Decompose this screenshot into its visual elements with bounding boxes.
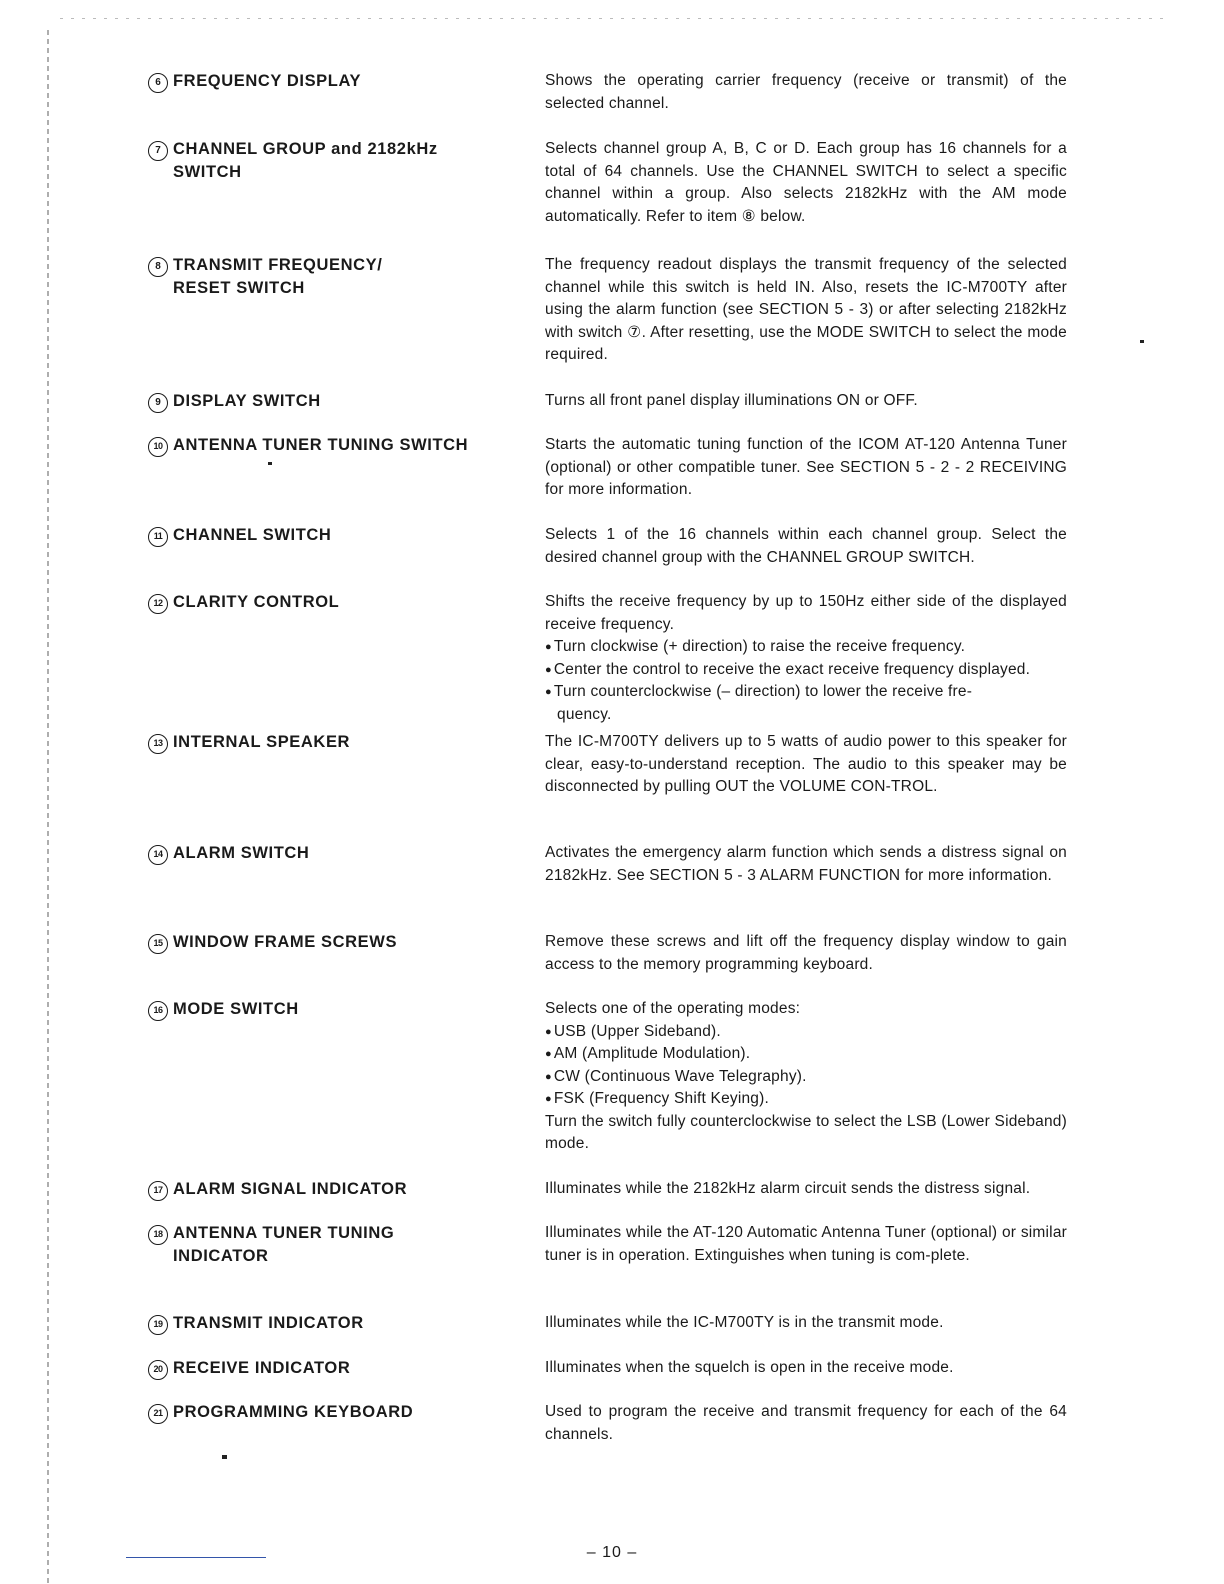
item-label-line — [148, 524, 518, 547]
description-paragraph: Selects channel group A, B, C or D. Each group has 16 channels for a total of 64 channels. Use the CHANNEL SWITCH to select a specific channel within a group. Also selects 2182kHz with the AM mode automatically. Refer to item ⑧ below. — [545, 140, 1067, 225]
item-description — [545, 524, 1067, 569]
item-description — [545, 1401, 1067, 1446]
scan-edge-top — [60, 18, 1170, 19]
item-description — [545, 998, 1067, 1156]
item-number-badge: 14 — [148, 845, 168, 865]
item-label — [148, 591, 518, 614]
description-paragraph: Selects one of the operating modes: — [545, 1000, 801, 1017]
scan-speck — [268, 462, 272, 465]
description-paragraph: Activates the emergency alarm function which sends a distress signal on 2182kHz. See SECTION 5 - 3 ALARM FUNCTION for more information. — [545, 844, 1067, 884]
item-title: PROGRAMMING KEYBOARD — [173, 1403, 414, 1421]
item-number-badge: 15 — [148, 934, 168, 954]
description-paragraph: Shifts the receive frequency by up to 150Hz either side of the displayed receive frequency. — [545, 593, 1067, 633]
item-title: DISPLAY SWITCH — [173, 392, 321, 410]
item-label — [148, 434, 518, 457]
item-label — [148, 731, 518, 754]
description-bullet: ● FSK (Frequency Shift Keying). — [545, 1088, 1067, 1111]
description-paragraph: Selects 1 of the 16 channels within each channel group. Select the desired channel group with the CHANNEL GROUP SWITCH. — [545, 526, 1067, 566]
description-paragraph: Turns all front panel display illuminations ON or OFF. — [545, 392, 918, 409]
item-label — [148, 931, 518, 954]
description-bullet-continued: quency. — [557, 705, 612, 723]
item-description — [545, 1178, 1067, 1201]
item-title: CLARITY CONTROL — [173, 593, 340, 611]
item-description — [545, 731, 1067, 799]
item-label-line — [148, 138, 518, 161]
description-paragraph: Illuminates while the AT-120 Automatic Antenna Tuner (optional) or similar tuner is in operation. Extinguishes when tuning is com-plete. — [545, 1224, 1067, 1264]
item-title-continued: SWITCH — [173, 163, 242, 181]
item-title: TRANSMIT FREQUENCY/ — [173, 256, 383, 274]
item-label-line — [148, 70, 518, 93]
description-paragraph: Illuminates when the squelch is open in the receive mode. — [545, 1359, 954, 1376]
item-number-badge: 13 — [148, 734, 168, 754]
item-description — [545, 842, 1067, 887]
scan-speck — [222, 1455, 227, 1459]
item-label — [148, 70, 518, 93]
item-title: ANTENNA TUNER TUNING — [173, 1224, 395, 1242]
item-label-line — [148, 254, 518, 277]
item-title: ALARM SIGNAL INDICATOR — [173, 1180, 408, 1198]
item-description — [545, 70, 1067, 115]
description-paragraph: Starts the automatic tuning function of the ICOM AT-120 Antenna Tuner (optional) or other compatible tuner. See SECTION 5 - 2 - 2 RECEIVING for more information. — [545, 436, 1067, 498]
item-label-line — [148, 731, 518, 754]
item-description — [545, 434, 1067, 502]
item-number-badge: 11 — [148, 527, 168, 547]
item-label — [148, 998, 518, 1021]
item-label-line — [148, 842, 518, 865]
description-bullet: ● AM (Amplitude Modulation). — [545, 1043, 1067, 1066]
item-label — [148, 1222, 518, 1268]
description-paragraph: Shows the operating carrier frequency (receive or transmit) of the selected channel. — [545, 72, 1067, 112]
item-description — [545, 390, 1067, 413]
item-label-line — [148, 591, 518, 614]
item-number-badge: 16 — [148, 1001, 168, 1021]
item-number-badge: 9 — [148, 393, 168, 413]
item-number-badge: 7 — [148, 141, 168, 161]
item-description — [545, 1222, 1067, 1267]
item-label — [148, 1357, 518, 1380]
item-title: ALARM SWITCH — [173, 844, 310, 862]
item-title: INTERNAL SPEAKER — [173, 733, 351, 751]
description-bullet: ● CW (Continuous Wave Telegraphy). — [545, 1066, 1067, 1089]
item-label-line — [148, 1401, 518, 1424]
item-description — [545, 138, 1067, 228]
scan-edge-left — [47, 30, 49, 1584]
item-number-badge: 20 — [148, 1360, 168, 1380]
description-paragraph: The frequency readout displays the transmit frequency of the selected channel while this switch is held IN. Also, resets the IC-M700TY after using the alarm function (see SECTION 5 - 3) or after selecting 2182kHz with switch ⑦. After resetting, use the MODE SWITCH to select the mode required. — [545, 256, 1067, 363]
item-label-line — [148, 390, 518, 413]
item-label — [148, 254, 518, 300]
scan-speck — [1140, 340, 1144, 343]
item-number-badge: 10 — [148, 437, 168, 457]
item-label — [148, 1178, 518, 1201]
item-title-continued: RESET SWITCH — [173, 279, 305, 297]
description-paragraph: Used to program the receive and transmit frequency for each of the 64 channels. — [545, 1403, 1067, 1443]
item-title: CHANNEL SWITCH — [173, 526, 332, 544]
item-description — [545, 254, 1067, 367]
item-label — [148, 524, 518, 547]
description-paragraph: Remove these screws and lift off the frequency display window to gain access to the memory programming keyboard. — [545, 933, 1067, 973]
item-label-line — [148, 1357, 518, 1380]
item-label — [148, 842, 518, 865]
item-number-badge: 17 — [148, 1181, 168, 1201]
item-number-badge: 21 — [148, 1404, 168, 1424]
item-label-line — [148, 931, 518, 954]
item-number-badge: 12 — [148, 594, 168, 614]
page-number: – 10 – — [586, 1544, 638, 1561]
item-title-continued: INDICATOR — [173, 1247, 269, 1265]
item-label-line — [148, 1178, 518, 1201]
item-label-line — [148, 434, 518, 457]
item-title: ANTENNA TUNER TUNING SWITCH — [173, 436, 469, 454]
item-label — [148, 390, 518, 413]
item-label-line — [148, 1312, 518, 1335]
item-number-badge: 8 — [148, 257, 168, 277]
description-paragraph: Illuminates while the IC-M700TY is in the transmit mode. — [545, 1314, 944, 1331]
item-label-line — [148, 1222, 518, 1245]
item-description — [545, 931, 1067, 976]
description-paragraph: The IC-M700TY delivers up to 5 watts of audio power to this speaker for clear, easy-to-understand reception. The audio to this speaker may be disconnected by pulling OUT the VOLUME CON-TROL. — [545, 733, 1067, 795]
item-number-badge: 19 — [148, 1315, 168, 1335]
item-description — [545, 591, 1067, 726]
item-label — [148, 138, 518, 184]
description-paragraph: Turn the switch fully counterclockwise to select the LSB (Lower Sideband) mode. — [545, 1112, 1067, 1152]
description-bullet: ● Center the control to receive the exact receive frequency displayed. — [545, 659, 1067, 682]
item-title: MODE SWITCH — [173, 1000, 299, 1018]
item-title: FREQUENCY DISPLAY — [173, 72, 362, 90]
item-number-badge: 18 — [148, 1225, 168, 1245]
description-paragraph: Illuminates while the 2182kHz alarm circuit sends the distress signal. — [545, 1180, 1031, 1197]
description-bullet: ● Turn counterclockwise (– direction) to lower the receive fre- — [545, 681, 1067, 704]
item-title: WINDOW FRAME SCREWS — [173, 933, 398, 951]
item-title: RECEIVE INDICATOR — [173, 1359, 351, 1377]
description-bullet: ● Turn clockwise (+ direction) to raise the receive frequency. — [545, 636, 1067, 659]
item-description — [545, 1312, 1067, 1335]
item-description — [545, 1357, 1067, 1380]
description-bullet: ● USB (Upper Sideband). — [545, 1021, 1067, 1044]
item-title: CHANNEL GROUP and 2182kHz — [173, 140, 438, 158]
item-label — [148, 1312, 518, 1335]
item-label-line — [148, 998, 518, 1021]
item-label — [148, 1401, 518, 1424]
item-number-badge: 6 — [148, 73, 168, 93]
item-title: TRANSMIT INDICATOR — [173, 1314, 364, 1332]
